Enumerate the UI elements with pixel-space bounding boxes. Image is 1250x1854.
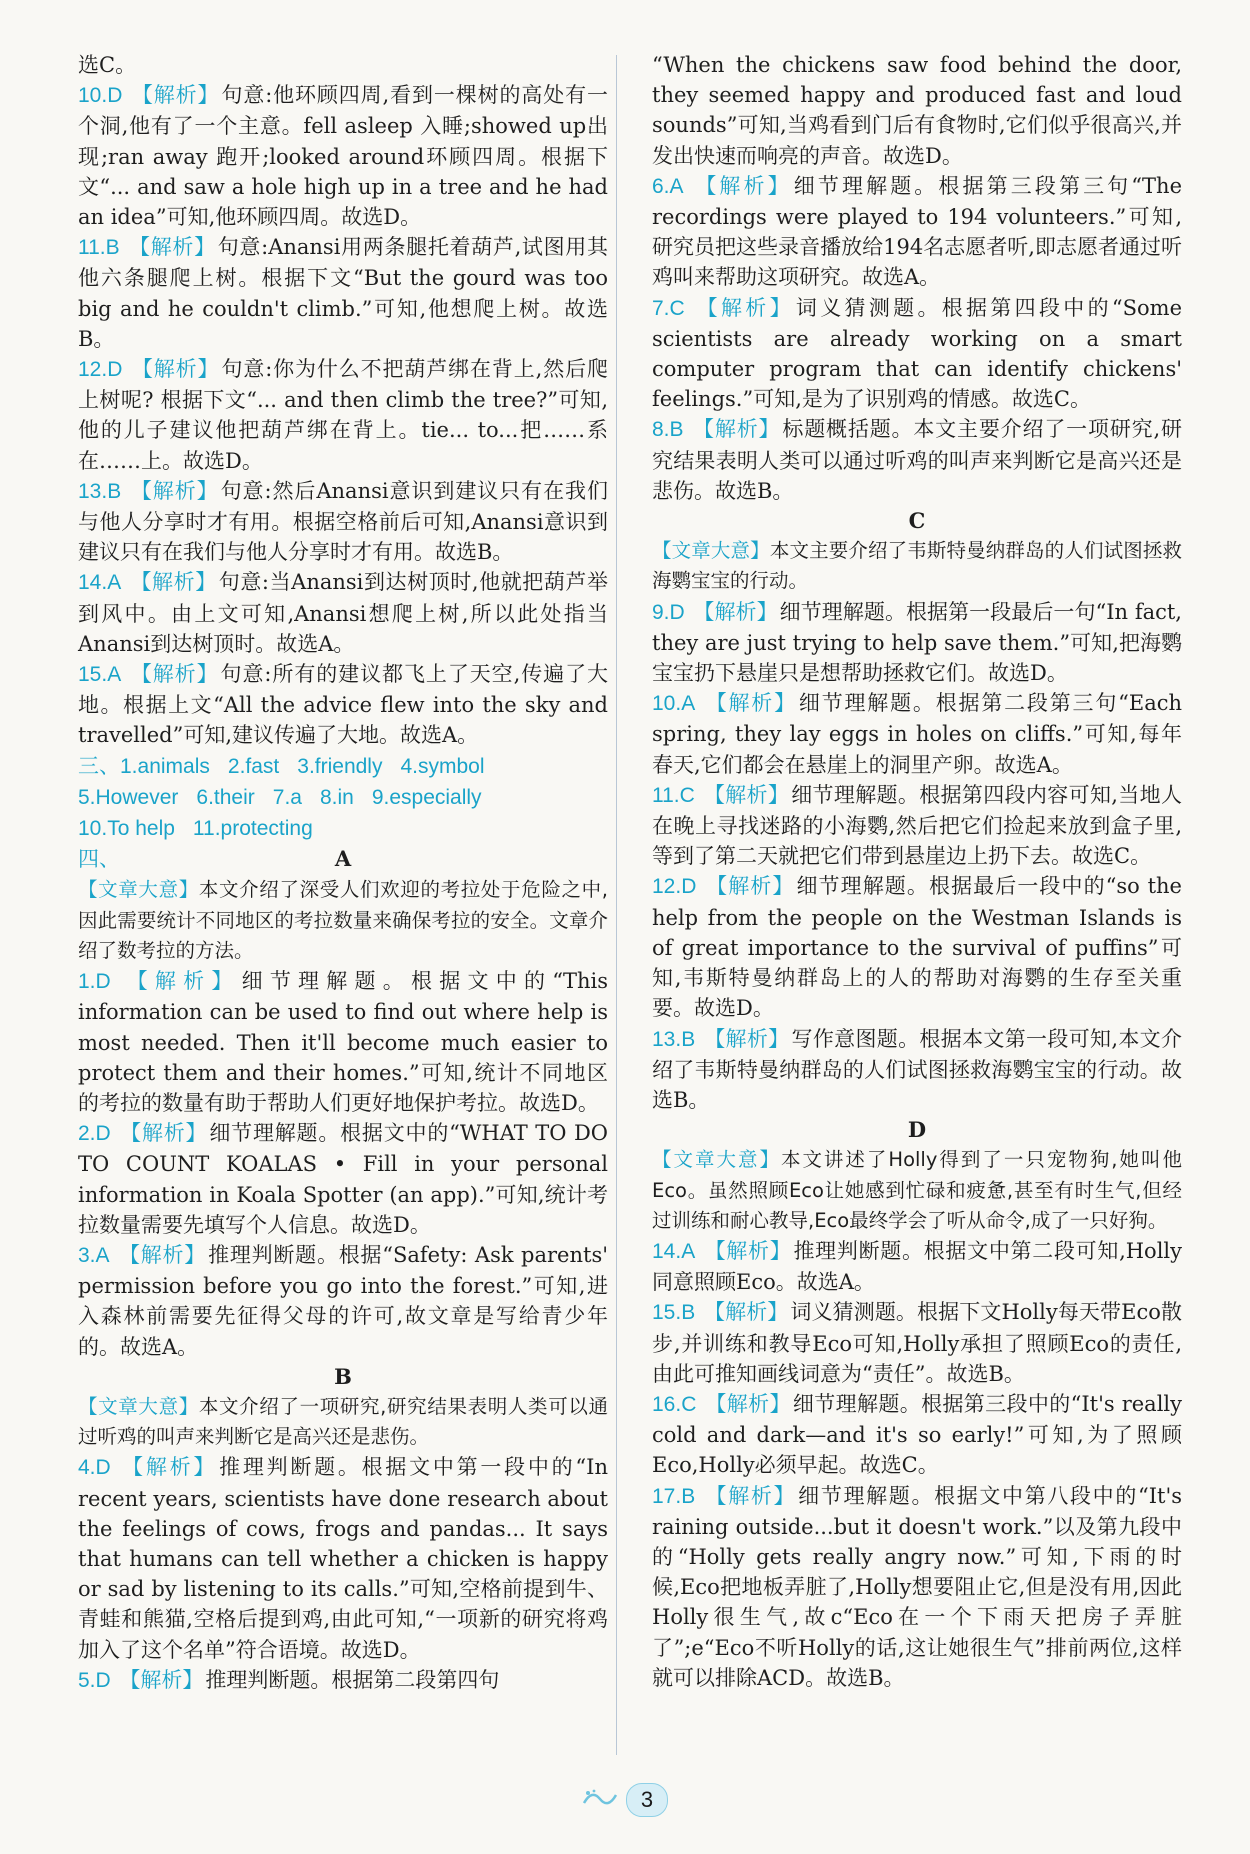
answer-item: 15.A 【解析】句意:所有的建议都飞上了天空,传遍了大地。根据上文“All the advice flew into the sky and travelled”可知,建议传遍了大地。故选A。 xyxy=(78,662,608,748)
answer-item: 11.C 【解析】细节理解题。根据第四段内容可知,当地人在晚上寻找迷路的小海鹦,然后把它们捡起来放到盒子里,等到了第二天就把它们带到悬崖边上扔下去。故选C。 xyxy=(652,782,1182,869)
column-divider xyxy=(616,55,617,1755)
answer-item: 16.C 【解析】细节理解题。根据第三段中的“It's really cold and dark—and it's so early!”可知,为了照顾Eco,Holly必须早起。故选C。 xyxy=(652,1391,1182,1478)
page-footer xyxy=(0,1778,1250,1822)
answer-item: 10.D 【解析】句意:他环顾四周,看到一棵树的高处有一个洞,他有了一个主意。fell asleep 入睡;showed up出现;ran away 跑开;looked around环顾四周。根据下文“... and saw a hole high up in a tree and he had an idea”可知,他环顾四周。故选D。 xyxy=(78,83,608,230)
section-heading: 四、 A xyxy=(78,846,352,872)
answer-item: 13.B 【解析】句意:然后Anansi意识到建议只有在我们与他人分享时才有用。根据空格前后可知,Anansi意识到建议只有在我们与他人分享时才有用。故选B。 xyxy=(78,478,608,565)
right-column xyxy=(652,50,1182,1693)
answer-item: 选C。 xyxy=(78,53,137,77)
answer-item: 5.D 【解析】推理判断题。根据第二段第四句 xyxy=(78,1667,500,1692)
answer-item: 14.A 【解析】句意:当Anansi到达树顶时,他就把葫芦举到风中。由上文可知,Anansi想爬上树,所以此处指当Anansi到达树顶时。故选A。 xyxy=(78,570,608,656)
answer-item: 13.B 【解析】写作意图题。根据本文第一段可知,本文介绍了韦斯特曼纳群岛的人们试图拯救海鹦宝宝的行动。故选B。 xyxy=(652,1026,1182,1112)
section-heading: D xyxy=(907,1117,927,1143)
answer-item: 3.A 【解析】推理判断题。根据“Safety: Ask parents' permission before you go into the forest.”可知,进入森林前需要先征得父母的许可,故文章是写给青少年的。故选A。 xyxy=(78,1242,608,1359)
left-column xyxy=(78,50,608,1696)
fill-answers-row: 10.To help 11.protecting xyxy=(78,817,313,841)
answer-item: 12.D 【解析】细节理解题。根据最后一段中的“so the help from the people on the Westman Islands is of great importance to the survival of puffins”可知,韦斯特曼纳群岛上的人的帮助对海鹦的生存至关重要。故选D。 xyxy=(652,874,1182,1021)
page-number: 3 xyxy=(626,1783,668,1817)
answer-item: 8.B 【解析】标题概括题。本文主要介绍了一项研究,研究结果表明人类可以通过听鸡的叫声来判断它是高兴还是悲伤。故选B。 xyxy=(652,417,1182,503)
answer-item: 6.A 【解析】细节理解题。根据第三段第三句“The recordings were played to 194 volunteers.”可知,研究员把这些录音播放给194名志愿者听,即志愿者通过听鸡叫来帮助这项研究。故选A。 xyxy=(652,173,1182,290)
answer-item: 14.A 【解析】推理判断题。根据文中第二段可知,Holly同意照顾Eco。故选A。 xyxy=(652,1238,1182,1295)
fill-answers-row: 三、1.animals 2.fast 3.friendly 4.symbol xyxy=(78,754,485,778)
fill-answers-row: 5.However 6.their 7.a 8.in 9.especially xyxy=(78,785,482,809)
article-summary: 【文章大意】本文介绍了深受人们欢迎的考拉处于危险之中,因此需要统计不同地区的考拉数量来确保考拉的安全。文章介绍了数考拉的方法。 xyxy=(78,878,608,962)
answer-item: 10.A 【解析】细节理解题。根据第二段第三句“Each spring, they lay eggs in holes on cliffs.”可知,每年春天,它们都会在悬崖上的洞里产卵。故选A。 xyxy=(652,691,1183,777)
answer-item: 9.D 【解析】细节理解题。根据第一段最后一句“In fact, they are just trying to help save them.”可知,把海鹦宝宝扔下悬崖只是想帮助拯救它们。故选D。 xyxy=(652,599,1182,686)
section-heading: B xyxy=(334,1363,352,1389)
section-heading: C xyxy=(908,508,926,534)
answer-item: 4.D 【解析】推理判断题。根据文中第一段中的“In recent years, scientists have done research about the feelings of cows, frogs and pandas... It says that humans can tell whether a chicken is happy or sad by listening to its calls.”可知,空格前提到牛、青蛙和熊猫,空格后提到鸡,由此可知,“一项新的研究将鸡加入了这个名单”符合语境。故选D。 xyxy=(78,1455,608,1662)
answer-continuation: “When the chickens saw food behind the door, they seemed happy and produced fast and loud sounds”可知,当鸡看到门后有食物时,它们似乎很高兴,并发出快速而响亮的声音。故选D。 xyxy=(652,53,1182,168)
article-summary: 【文章大意】本文介绍了一项研究,研究结果表明人类可以通过听鸡的叫声来判断它是高兴还是悲伤。 xyxy=(78,1394,608,1449)
answer-item: 12.D 【解析】句意:你为什么不把葫芦绑在背上,然后爬上树呢? 根据下文“... and then climb the tree?”可知,他的儿子建议他把葫芦绑在背上。tie... to...把……系在……上。故选D。 xyxy=(78,357,608,473)
article-summary: 【文章大意】本文主要介绍了韦斯特曼纳群岛的人们试图拯救海鹦宝宝的行动。 xyxy=(652,539,1182,593)
answer-item: 15.B 【解析】词义猜测题。根据下文Holly每天带Eco散步,并训练和教导Eco可知,Holly承担了照顾Eco的责任,由此可推知画线词意为“责任”。故选B。 xyxy=(652,1300,1182,1386)
wave-ornament-icon xyxy=(582,1787,620,1814)
answer-item: 1.D 【解析】细节理解题。根据文中的“This information can be used to find out where help is most needed. Then it'll become much easier to protect them and their homes.”可知,统计不同地区的考拉的数量有助于帮助人们更好地保护考拉。故选D。 xyxy=(78,969,608,1115)
article-summary: 【文章大意】本文讲述了Holly得到了一只宠物狗,她叫他Eco。虽然照顾Eco让她感到忙碌和疲惫,甚至有时生气,但经过训练和耐心教导,Eco最终学会了听从命令,成了一只好狗。 xyxy=(652,1148,1182,1232)
answer-item: 17.B 【解析】细节理解题。根据文中第八段中的“It's raining outside...but it doesn't work.”以及第九段中的“Holly gets really angry now.”可知,下雨的时候,Eco把地板弄脏了,Holly想要阻止它,但是没有用,因此Holly很生气,故c“Eco在一个下雨天把房子弄脏了”;e“Eco不听Holly的话,这让她很生气”排前两位,这样就可以排除ACD。故选B。 xyxy=(652,1483,1182,1690)
answer-item: 7.C 【解析】词义猜测题。根据第四段中的“Some scientists are already working on a smart computer program that can identify chickens' feelings.”可知,是为了识别鸡的情感。故选C。 xyxy=(652,295,1182,412)
answer-item: 11.B 【解析】句意:Anansi用两条腿托着葫芦,试图用其他六条腿爬上树。根据下文“But the gourd was too big and he couldn't climb.”可知,他想爬上树。故选B。 xyxy=(78,235,608,351)
answer-item: 2.D 【解析】细节理解题。根据文中的“WHAT TO DO TO COUNT KOALAS • Fill in your personal information in Koala Spotter (an app).”可知,统计考拉数量需要先填写个人信息。故选D。 xyxy=(78,1121,608,1237)
